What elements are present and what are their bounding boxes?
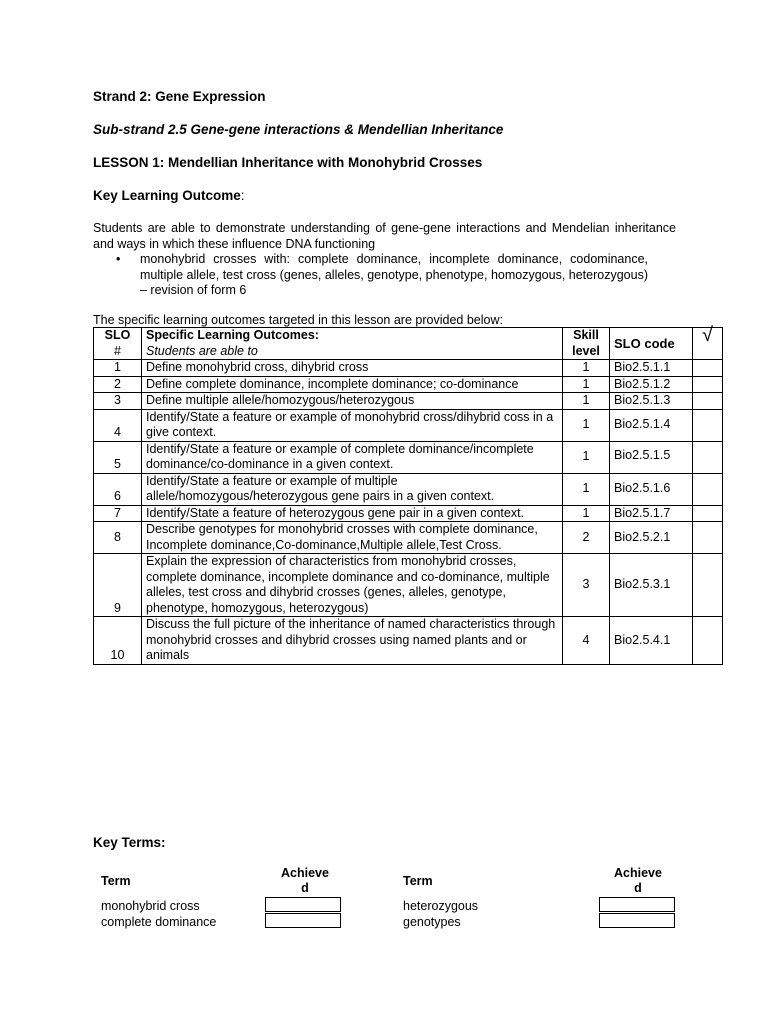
- slo-outcome: Discuss the full picture of the inheritance of named characteristics through monohybrid crosses and dihybrid crosses using named plants and or animals: [142, 617, 563, 665]
- table-row: [94, 393, 723, 410]
- table-row: [94, 554, 723, 617]
- skill-level: 1: [563, 409, 610, 441]
- header-hash: #: [114, 343, 121, 358]
- slo-outcome: Identify/State a feature or example of complete dominance/incomplete dominance/co-dominance in a given context.: [142, 441, 563, 473]
- term-header-right: Term: [403, 874, 433, 888]
- skill-level: 1: [563, 360, 610, 377]
- slo-code: Bio2.5.2.1: [610, 522, 693, 554]
- check-cell[interactable]: [693, 617, 723, 665]
- slo-number: 2: [94, 376, 142, 393]
- table-row: [94, 522, 723, 554]
- table-row: [94, 409, 723, 441]
- table-header-row: [94, 328, 723, 360]
- skill-level: 1: [563, 376, 610, 393]
- header-outcomes: [142, 328, 563, 360]
- achieved-checkbox-right-1[interactable]: [599, 897, 675, 912]
- slo-code: Bio2.5.3.1: [610, 554, 693, 617]
- achieved-header-left-1: Achieve: [281, 866, 329, 880]
- achieved-header-right-2: d: [634, 881, 642, 895]
- header-check: √: [693, 328, 723, 360]
- check-cell[interactable]: [693, 522, 723, 554]
- achieved-header-right: [598, 866, 678, 896]
- check-cell[interactable]: [693, 376, 723, 393]
- key-term-left-2: complete dominance: [101, 915, 217, 929]
- table-row: [94, 360, 723, 377]
- intro-paragraph: Students are able to demonstrate understanding of gene-gene interactions and Mendelian inheritance and ways in which these influence DNA functioning: [93, 221, 676, 251]
- slo-number: 6: [94, 473, 142, 505]
- achieved-header-left: [265, 866, 345, 896]
- slo-outcome: Define monohybrid cross, dihybrid cross: [142, 360, 563, 377]
- table-row: [94, 617, 723, 665]
- lesson-heading: LESSON 1: Mendellian Inheritance with Monohybrid Crosses: [93, 155, 483, 170]
- header-slo-label: SLO: [104, 328, 131, 342]
- klo-colon: :: [240, 188, 245, 203]
- substrand-heading: Sub-strand 2.5 Gene-gene interactions & Mendellian Inheritance: [93, 122, 504, 137]
- slo-code: Bio2.5.1.3: [610, 393, 693, 410]
- slo-code: Bio2.5.1.7: [610, 505, 693, 522]
- check-cell[interactable]: [693, 473, 723, 505]
- key-learning-outcome-heading: [93, 188, 245, 203]
- table-row: [94, 376, 723, 393]
- slo-number: 4: [94, 409, 142, 441]
- header-code: SLO code: [610, 328, 693, 360]
- slo-number: 1: [94, 360, 142, 377]
- check-cell[interactable]: [693, 554, 723, 617]
- slo-outcome: Identify/State a feature of heterozygous gene pair in a given context.: [142, 505, 563, 522]
- slo-code: Bio2.5.1.4: [610, 409, 693, 441]
- skill-level: 2: [563, 522, 610, 554]
- slo-number: 5: [94, 441, 142, 473]
- slo-outcome: Identify/State a feature or example of monohybrid cross/dihybrid coss in a give context.: [142, 409, 563, 441]
- check-cell[interactable]: [693, 409, 723, 441]
- skill-level: 1: [563, 473, 610, 505]
- slo-table: [93, 324, 723, 665]
- header-slo: [94, 328, 142, 360]
- key-term-right-2: genotypes: [403, 915, 461, 929]
- slo-code: Bio2.5.1.5: [610, 441, 693, 473]
- achieved-checkbox-right-2[interactable]: [599, 913, 675, 928]
- key-term-right-1: heterozygous: [403, 899, 479, 913]
- slo-number: 3: [94, 393, 142, 410]
- slo-number: 7: [94, 505, 142, 522]
- slo-outcome: Explain the expression of characteristics from monohybrid crosses, complete dominance, incomplete dominance and co-dominance, multiple alleles, test cross and dihybrid crosses (genes, alleles, genotype, phenotype, homozygous, heterozygous): [142, 554, 563, 617]
- skill-level: 1: [563, 441, 610, 473]
- bullet-icon: •: [116, 252, 121, 266]
- bullet-text: monohybrid crosses with: complete dominance, incomplete dominance, codominance, multiple allele, test cross (genes, alleles, genotype, phenotype, homozygous, heterozygous) – revision of form 6: [140, 252, 648, 297]
- table-row: [94, 473, 723, 505]
- slo-code: Bio2.5.1.2: [610, 376, 693, 393]
- achieved-checkbox-left-1[interactable]: [265, 897, 341, 912]
- slo-number: 9: [94, 554, 142, 617]
- slo-outcome: Define multiple allele/homozygous/heterozygous: [142, 393, 563, 410]
- slo-number: 8: [94, 522, 142, 554]
- check-cell[interactable]: [693, 441, 723, 473]
- header-skill-1: Skill: [573, 328, 599, 342]
- check-cell[interactable]: [693, 360, 723, 377]
- check-cell[interactable]: [693, 393, 723, 410]
- slo-code: Bio2.5.1.1: [610, 360, 693, 377]
- check-cell[interactable]: [693, 505, 723, 522]
- achieved-checkbox-left-2[interactable]: [265, 913, 341, 928]
- achieved-header-left-2: d: [301, 881, 309, 895]
- header-skill: [563, 328, 610, 360]
- header-outcomes-label: Specific Learning Outcomes:: [146, 328, 319, 342]
- table-intro: The specific learning outcomes targeted in this lesson are provided below:: [93, 313, 503, 327]
- header-students: Students are able to: [146, 343, 258, 358]
- key-terms-title: Key Terms:: [93, 835, 166, 850]
- table-row: [94, 441, 723, 473]
- slo-outcome: Define complete dominance, incomplete dominance; co-dominance: [142, 376, 563, 393]
- key-term-left-1: monohybrid cross: [101, 899, 200, 913]
- achieved-header-right-1: Achieve: [614, 866, 662, 880]
- skill-level: 3: [563, 554, 610, 617]
- term-header-left: Term: [101, 874, 131, 888]
- skill-level: 4: [563, 617, 610, 665]
- skill-level: 1: [563, 393, 610, 410]
- skill-level: 1: [563, 505, 610, 522]
- slo-number: 10: [94, 617, 142, 665]
- header-skill-2: level: [572, 343, 600, 358]
- slo-code: Bio2.5.1.6: [610, 473, 693, 505]
- strand-heading: Strand 2: Gene Expression: [93, 89, 266, 104]
- slo-outcome: Describe genotypes for monohybrid crosses with complete dominance, Incomplete dominance,Co-dominance,Multiple allele,Test Cross.: [142, 522, 563, 554]
- slo-outcome: Identify/State a feature or example of multiple allele/homozygous/heterozygous gene pairs in a given context.: [142, 473, 563, 505]
- klo-label: Key Learning Outcome: [93, 188, 241, 203]
- slo-code: Bio2.5.4.1: [610, 617, 693, 665]
- table-row: [94, 505, 723, 522]
